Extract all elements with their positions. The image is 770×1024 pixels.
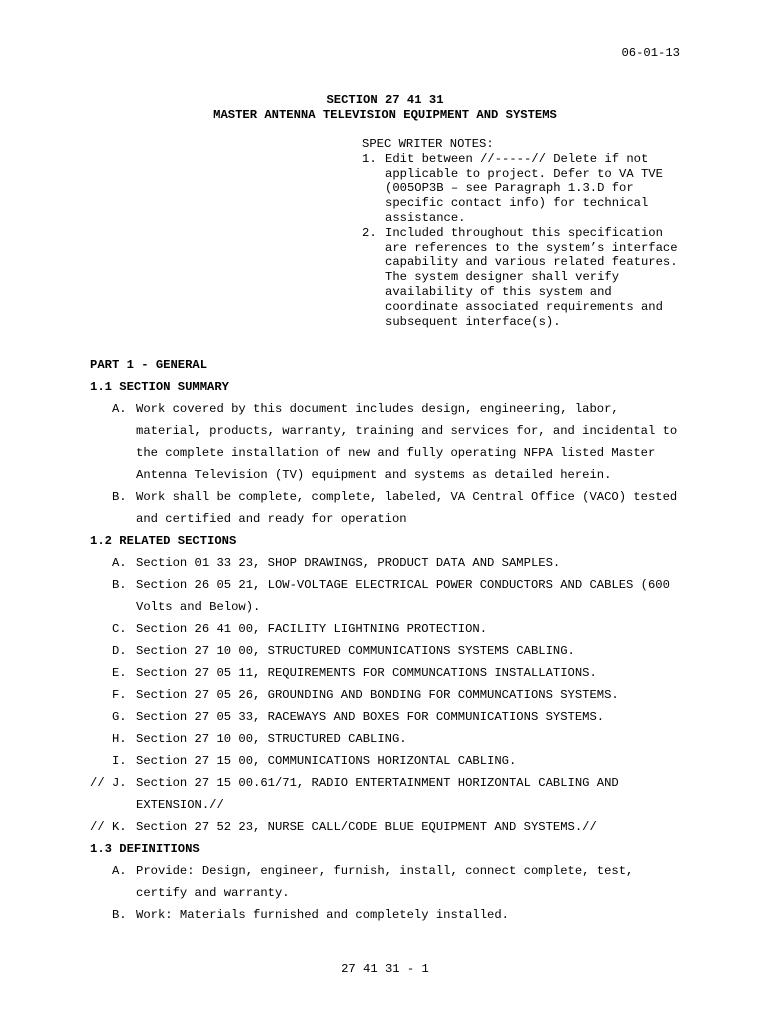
item-text: Work: Materials furnished and completely installed.: [136, 908, 509, 922]
section-name: MASTER ANTENNA TELEVISION EQUIPMENT AND SYSTEMS: [213, 108, 557, 122]
spec-note-text: Included throughout this specification are references to the system’s interface capability and various related features. The system designer shall verify availability of this system and coordinate associated requirements and subsequent interface(s).: [385, 225, 678, 329]
list-item: [90, 772, 690, 816]
item-label: // J.: [90, 776, 127, 790]
section-number: SECTION 27 41 31: [326, 93, 444, 107]
item-label: E.: [90, 666, 127, 680]
list-item: [90, 750, 690, 772]
list-item: [90, 816, 690, 838]
list-item: [90, 662, 690, 684]
list-item: [90, 618, 690, 640]
header-date: 06-01-13: [621, 46, 680, 60]
item-label: A.: [90, 556, 127, 570]
list-item: [90, 904, 690, 926]
item-text: Provide: Design, engineer, furnish, install, connect complete, test, certify and warranty.: [136, 864, 634, 900]
item-text: Section 27 10 00, STRUCTURED CABLING.: [136, 732, 407, 746]
item-label: I.: [90, 754, 127, 768]
item-label: H.: [90, 732, 127, 746]
section-title: [0, 93, 770, 123]
item-text: Section 27 05 26, GROUNDING AND BONDING FOR COMMUNCATIONS SYSTEMS.: [136, 688, 619, 702]
spec-note-text: Edit between //-----// Delete if not applicable to project. Defer to VA TVE (005OP3B – see Paragraph 1.3.D for specific contact info) for technical assistance.: [385, 151, 663, 225]
list-item: [90, 398, 690, 486]
item-text: Section 27 10 00, STRUCTURED COMMUNICATIONS SYSTEMS CABLING.: [136, 644, 575, 658]
spec-note: [362, 226, 682, 330]
item-label: B.: [90, 908, 127, 922]
spec-notes-heading: SPEC WRITER NOTES:: [362, 137, 494, 151]
item-text: Section 01 33 23, SHOP DRAWINGS, PRODUCT DATA AND SAMPLES.: [136, 556, 561, 570]
item-text: Section 27 15 00.61/71, RADIO ENTERTAINMENT HORIZONTAL CABLING AND EXTENSION.//: [136, 776, 619, 812]
item-label: B.: [90, 578, 127, 592]
list-item: [90, 860, 690, 904]
item-text: Section 26 41 00, FACILITY LIGHTNING PROTECTION.: [136, 622, 488, 636]
item-label: A.: [90, 402, 127, 416]
item-label: D.: [90, 644, 127, 658]
document-body: [90, 354, 690, 926]
item-label: A.: [90, 864, 127, 878]
page-footer: 27 41 31 - 1: [341, 962, 429, 976]
item-label: // K.: [90, 820, 127, 834]
spec-note-number: 2.: [362, 225, 377, 240]
list-item: [90, 552, 690, 574]
item-text: Section 27 15 00, COMMUNICATIONS HORIZONTAL CABLING.: [136, 754, 517, 768]
item-label: G.: [90, 710, 127, 724]
list-item: [90, 640, 690, 662]
list-item: [90, 706, 690, 728]
subsection-heading: 1.1 SECTION SUMMARY: [90, 380, 229, 394]
item-text: Section 27 05 33, RACEWAYS AND BOXES FOR COMMUNICATIONS SYSTEMS.: [136, 710, 605, 724]
subsection-heading: 1.3 DEFINITIONS: [90, 842, 200, 856]
list-item: [90, 728, 690, 750]
list-item: [90, 574, 690, 618]
item-label: B.: [90, 490, 127, 504]
list-item: [90, 684, 690, 706]
item-text: Section 27 05 11, REQUIREMENTS FOR COMMUNCATIONS INSTALLATIONS.: [136, 666, 597, 680]
item-label: C.: [90, 622, 127, 636]
list-item: [90, 486, 690, 530]
item-text: Section 27 52 23, NURSE CALL/CODE BLUE EQUIPMENT AND SYSTEMS.//: [136, 820, 597, 834]
subsection-heading: 1.2 RELATED SECTIONS: [90, 534, 237, 548]
item-text: Work covered by this document includes design, engineering, labor, material, products, warranty, training and services for, and incidental to the complete installation of new and fully operating NFPA listed Master Antenna Television (TV) equipment and systems as detailed herein.: [136, 402, 678, 482]
spec-note-number: 1.: [362, 151, 377, 166]
item-text: Section 26 05 21, LOW-VOLTAGE ELECTRICAL POWER CONDUCTORS AND CABLES (600 Volts and Below).: [136, 578, 670, 614]
spec-writer-notes: [362, 137, 682, 329]
item-text: Work shall be complete, complete, labeled, VA Central Office (VACO) tested and certified and ready for operation: [136, 490, 678, 526]
spec-note: [362, 152, 682, 226]
part-heading: PART 1 - GENERAL: [90, 358, 208, 372]
item-label: F.: [90, 688, 127, 702]
